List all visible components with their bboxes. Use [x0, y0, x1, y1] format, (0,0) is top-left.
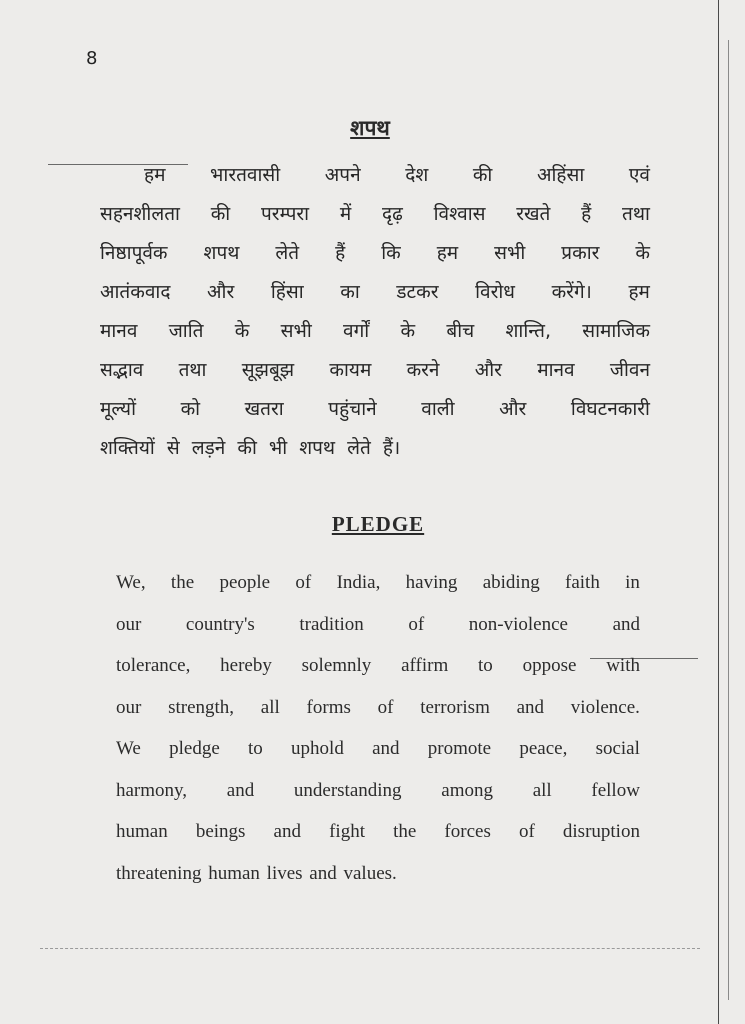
english-word: of: [408, 613, 425, 635]
hindi-word: परम्परा: [261, 203, 310, 225]
hindi-word: हम: [628, 281, 650, 303]
english-word: pledge: [169, 738, 220, 759]
hindi-word: के: [234, 320, 250, 342]
english-word: our: [116, 613, 142, 635]
english-word: non-violence: [468, 613, 568, 635]
hindi-word: सामाजिक: [582, 320, 650, 342]
english-word: among: [441, 779, 493, 801]
english-word: to: [248, 738, 263, 759]
english-word: having: [405, 572, 458, 593]
english-word: fight: [329, 821, 365, 842]
hindi-word: के: [400, 320, 416, 342]
hindi-word: हिंसा: [270, 281, 304, 303]
english-word: peace,: [519, 738, 568, 759]
hindi-word: पहुंचाने: [328, 398, 377, 420]
hindi-word: में: [339, 203, 352, 225]
hindi-word: करेंगे।: [551, 281, 592, 303]
english-word: oppose: [522, 655, 577, 676]
hindi-word: विघटनकारी: [570, 398, 650, 420]
hindi-word: विश्वास: [433, 203, 486, 225]
english-word: abiding: [482, 572, 540, 593]
hindi-word: और: [474, 359, 502, 381]
hindi-word: हैं: [335, 242, 346, 264]
english-word: of: [295, 572, 312, 593]
english-word: affirm: [401, 655, 449, 676]
hindi-word: शान्ति,: [505, 320, 551, 342]
hindi-word: खतरा: [244, 398, 284, 420]
english-word: human: [116, 821, 168, 842]
hindi-word: की: [210, 203, 231, 225]
english-word: and: [516, 696, 545, 718]
english-word: all: [260, 696, 280, 718]
english-word: the: [393, 821, 417, 842]
hindi-word: के: [635, 242, 650, 264]
hindi-word: और: [207, 281, 235, 303]
english-word: of: [518, 821, 535, 842]
hindi-word: हम: [436, 242, 459, 264]
hindi-word: रखते: [516, 203, 551, 225]
english-word: faith: [565, 572, 600, 593]
english-word: people: [219, 572, 271, 593]
english-word: threatening human lives and values.: [116, 862, 397, 884]
english-word: uphold: [291, 738, 344, 759]
english-word: India,: [336, 572, 381, 593]
english-word: in: [625, 572, 640, 593]
english-word: of: [377, 696, 394, 718]
hindi-word: प्रकार: [561, 242, 600, 264]
english-word: and: [273, 821, 301, 842]
hindi-word: वाली: [421, 398, 455, 420]
english-word: hereby: [220, 655, 272, 676]
english-word: fellow: [591, 779, 640, 801]
english-word: with: [606, 655, 640, 676]
hindi-word: सभी: [280, 320, 312, 342]
english-line: [116, 691, 640, 733]
page-edge-line: [718, 0, 719, 1024]
english-pledge-text: [116, 566, 640, 898]
english-word: disruption: [562, 821, 640, 842]
hindi-word: और: [499, 398, 527, 420]
hindi-word: का: [340, 281, 360, 303]
english-word: violence.: [570, 696, 640, 718]
hindi-word: वर्गों: [343, 320, 370, 342]
hindi-word: जाति: [168, 320, 204, 342]
hindi-line: [100, 236, 650, 275]
english-word: to: [478, 655, 493, 676]
hindi-line: [100, 431, 650, 470]
english-word: and: [372, 738, 400, 759]
english-word: social: [595, 738, 640, 759]
hindi-line: [100, 197, 650, 236]
hindi-word: अपने: [324, 164, 361, 186]
hindi-word: हम: [144, 164, 166, 186]
hindi-word: निष्ठापूर्वक: [100, 242, 168, 264]
english-line: [116, 774, 640, 816]
hindi-word: कि: [381, 242, 401, 264]
hindi-word: तथा: [178, 359, 207, 381]
hindi-word: बीच: [446, 320, 475, 342]
hindi-word: भारतवासी: [210, 164, 281, 186]
hindi-word: दृढ़: [382, 203, 403, 225]
english-word: beings: [195, 821, 246, 842]
hindi-word: मानव: [100, 320, 138, 342]
hindi-word: तथा: [622, 203, 650, 225]
english-word: tolerance,: [116, 655, 191, 676]
page-edge-line-inner: [728, 40, 729, 1000]
hindi-word: सूझबूझ: [241, 359, 295, 381]
english-line: [116, 608, 640, 650]
english-word: We,: [116, 572, 146, 593]
english-word: and: [226, 779, 255, 801]
hindi-word: सहनशीलता: [100, 203, 180, 225]
english-line: [116, 815, 640, 857]
hindi-word: कायम: [329, 359, 372, 381]
hindi-word: अहिंसा: [536, 164, 585, 186]
english-line: [116, 857, 640, 899]
hindi-word: विरोध: [475, 281, 515, 303]
hindi-word: मानव: [537, 359, 575, 381]
hindi-line: [100, 158, 650, 197]
english-word: country's: [185, 613, 255, 635]
english-word: forces: [444, 821, 491, 842]
hindi-word: को: [180, 398, 201, 420]
english-word: forms: [306, 696, 351, 718]
english-word: terrorism: [420, 696, 490, 718]
hindi-title: शपथ: [350, 116, 390, 140]
hindi-word: एवं: [628, 164, 650, 186]
hindi-word: लेते: [275, 242, 300, 264]
hindi-word: करने: [406, 359, 440, 381]
hindi-word: की: [472, 164, 493, 186]
english-line: [116, 649, 640, 691]
english-word: harmony,: [116, 779, 188, 801]
english-word: strength,: [168, 696, 235, 718]
english-word: We: [116, 738, 141, 759]
hindi-line: [100, 392, 650, 431]
hindi-pledge-text: [100, 158, 650, 470]
bottom-dotted-rule: [40, 948, 700, 959]
hindi-line: [100, 275, 650, 314]
hindi-word: डटकर: [396, 281, 439, 303]
hindi-word: शक्तियों से लड़ने की भी शपथ लेते हैं।: [100, 437, 401, 459]
hindi-word: आतंकवाद: [100, 281, 171, 303]
english-word: promote: [427, 738, 492, 759]
english-word: tradition: [299, 613, 364, 635]
english-word: solemnly: [301, 655, 372, 676]
english-line: [116, 732, 640, 774]
english-word: understanding: [293, 779, 402, 801]
english-word: all: [532, 779, 552, 801]
english-word: our: [116, 696, 142, 718]
hindi-word: मूल्यों: [100, 398, 136, 420]
page-number-mark: 8: [86, 48, 98, 69]
hindi-word: जीवन: [609, 359, 650, 381]
english-title: PLEDGE: [331, 512, 425, 536]
english-word: and: [612, 613, 640, 635]
hindi-word: देश: [405, 164, 429, 186]
hindi-line: [100, 314, 650, 353]
english-line: [116, 566, 640, 608]
english-word: the: [170, 572, 195, 593]
hindi-word: सभी: [494, 242, 526, 264]
hindi-line: [100, 353, 650, 392]
hindi-word: हैं: [581, 203, 592, 225]
hindi-word: सद्भाव: [100, 359, 144, 381]
hindi-word: शपथ: [203, 242, 240, 264]
